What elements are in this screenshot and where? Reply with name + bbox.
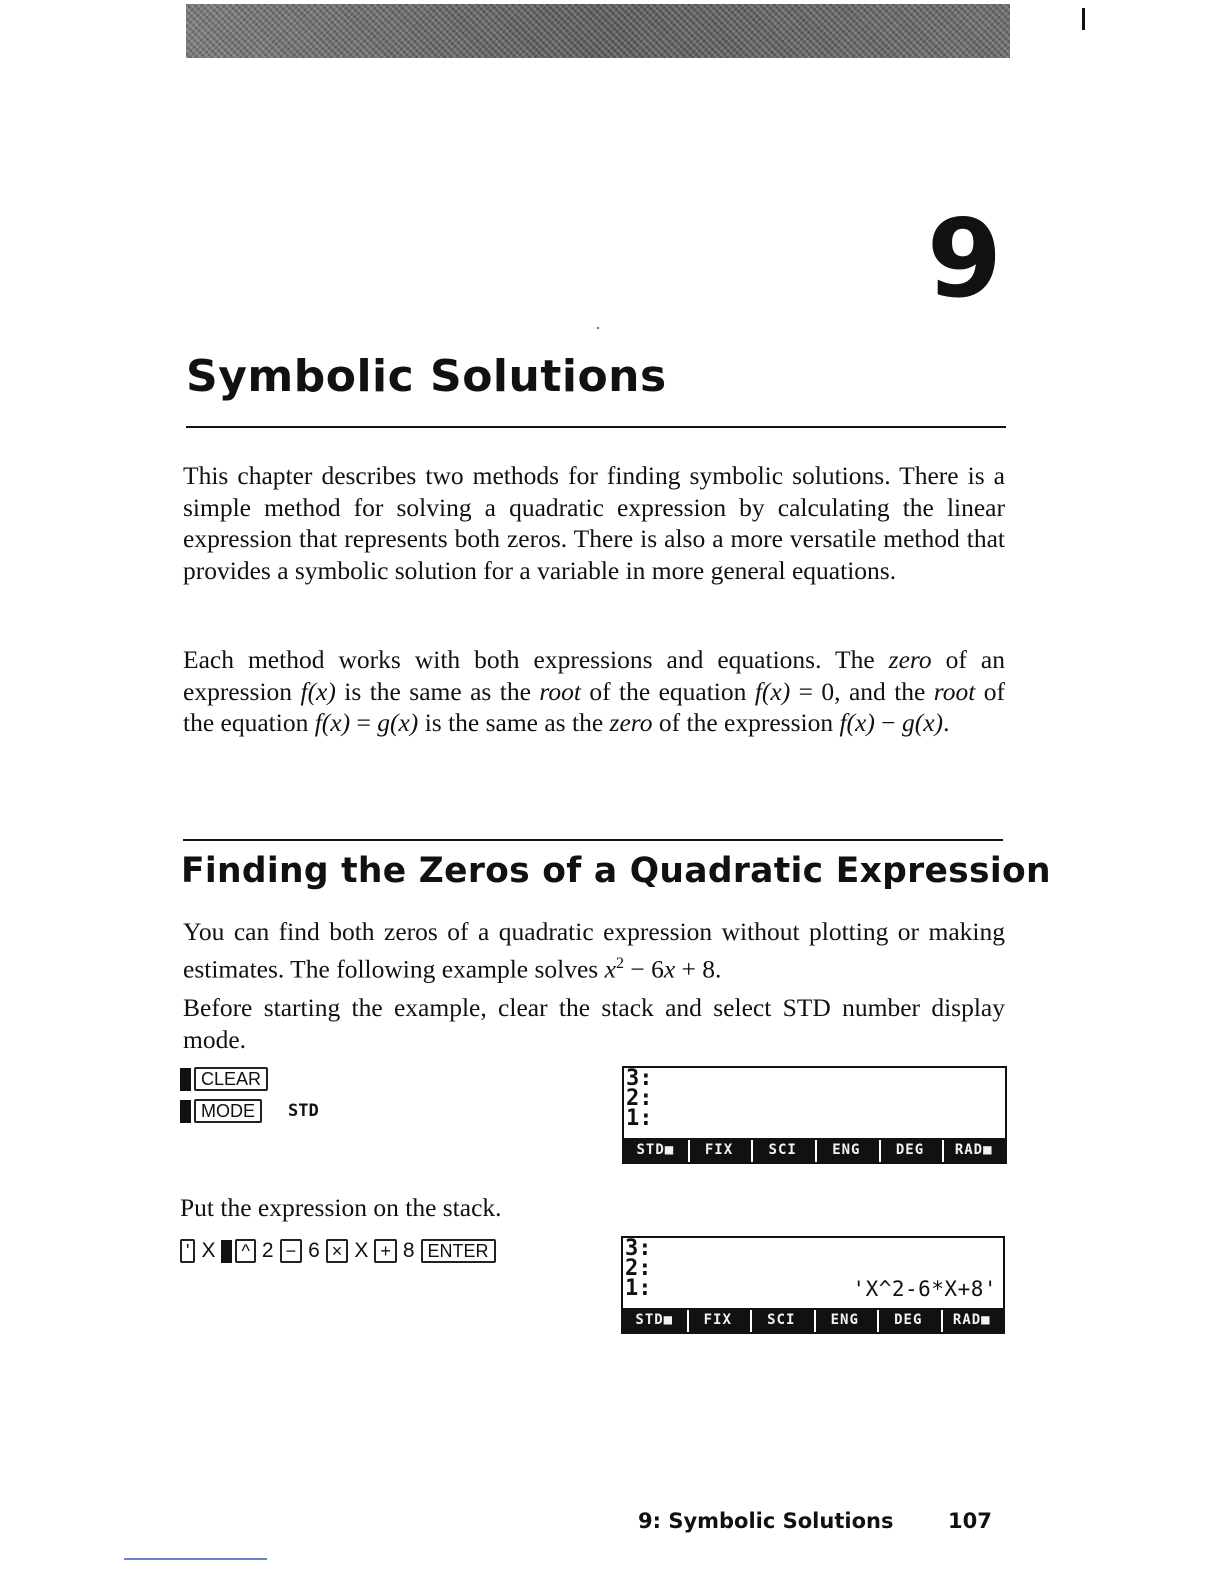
softkey-sci: SCI — [751, 1140, 812, 1162]
softkey-menu — [623, 1308, 1003, 1332]
math-fx: f(x) — [300, 676, 336, 706]
stack-level-3 — [625, 1238, 997, 1260]
calculator-display-1 — [622, 1066, 1007, 1164]
title-rule — [186, 426, 1006, 428]
term-root: root — [539, 676, 581, 706]
section-rule — [183, 839, 1003, 841]
softkey-menu — [624, 1138, 1005, 1162]
term-zero: zero — [609, 708, 653, 737]
math-x: x — [663, 954, 676, 983]
text-run: = 0, and the — [790, 676, 934, 706]
softkey-std: STD■ — [625, 1310, 684, 1332]
stack-level-3 — [626, 1068, 999, 1090]
chapter-title: Symbolic Solutions — [186, 351, 667, 402]
text-run: is the same as the — [335, 676, 540, 706]
keystroke-entry-line — [180, 1238, 496, 1264]
enter-key: ENTER — [421, 1239, 496, 1263]
mode-key: MODE — [194, 1099, 262, 1123]
softkey-rad: RAD■ — [941, 1310, 1002, 1332]
header-bar — [186, 4, 1010, 58]
char-x: X — [201, 1239, 216, 1262]
softkey-sci: SCI — [750, 1310, 811, 1332]
text-run: Each method works with both expressions and equations. The — [183, 645, 889, 674]
intro-paragraph-1: This chapter describes two methods for finding symbolic solutions. There is a simple method for solving a quadratic expression by calculating the linear expression that represents both zeros. There is also a more versatile method that provides a symbolic solution for a variable in more general equations. — [183, 461, 1005, 585]
text-run: You can find both zeros of a quadratic expression without plotting or making estimates. The following example solves — [183, 917, 1005, 983]
stack-level-2 — [626, 1088, 999, 1110]
softkey-rad: RAD■ — [942, 1140, 1003, 1162]
term-zero: zero — [888, 645, 932, 674]
stack-level-label: 2: — [625, 1256, 652, 1281]
put-expression-text: Put the expression on the stack. — [180, 1193, 502, 1222]
math-exponent: 2 — [615, 954, 624, 972]
left-shift-key-icon — [221, 1240, 232, 1263]
std-menu-key: STD — [288, 1101, 319, 1121]
minus-key: − — [280, 1239, 303, 1263]
softkey-std: STD■ — [626, 1140, 685, 1162]
stack-level-label: 3: — [625, 1236, 652, 1261]
text-run: − — [874, 708, 902, 737]
intro-paragraph-2 — [183, 644, 1005, 739]
calculator-display-2 — [621, 1236, 1005, 1334]
stack-level-label: 1: — [625, 1276, 652, 1301]
softkey-deg: DEG — [879, 1140, 940, 1162]
stack-level-label: 2: — [626, 1086, 653, 1111]
text-run: of an expression — [183, 645, 1005, 706]
text-run: of the expression — [652, 708, 840, 737]
stack-level-1-value: 'X^2-6*X+8' — [852, 1277, 997, 1301]
softkey-fix: FIX — [688, 1140, 749, 1162]
section-paragraph-1 — [183, 916, 1005, 985]
section-paragraph-2: Before starting the example, clear the stack and select STD number display mode. — [183, 993, 1005, 1054]
text-run: of the equation — [580, 676, 755, 706]
math-x: x — [604, 954, 616, 983]
stack-level-1 — [626, 1108, 999, 1130]
softkey-eng: ENG — [814, 1310, 875, 1332]
text-run: . — [943, 708, 950, 737]
stack-level-label: 3: — [626, 1066, 653, 1091]
section-heading: Finding the Zeros of a Quadratic Expression — [181, 851, 1051, 891]
plus-key: + — [374, 1239, 397, 1263]
bottom-link-line — [124, 1558, 267, 1560]
softkey-fix: FIX — [687, 1310, 748, 1332]
text-run: + 8. — [675, 954, 722, 983]
text-run: = — [350, 708, 378, 737]
term-root: root — [933, 676, 976, 706]
softkey-deg: DEG — [877, 1310, 938, 1332]
stray-dot — [597, 327, 599, 329]
keystroke-clear-line — [180, 1066, 268, 1092]
times-key: × — [326, 1239, 349, 1263]
keystroke-mode-line — [180, 1098, 319, 1124]
footer-page-number: 107 — [948, 1509, 992, 1533]
char-x: X — [354, 1239, 369, 1262]
char-6: 6 — [308, 1239, 320, 1262]
math-fx: f(x) — [314, 708, 351, 737]
math-fx: f(x) — [839, 708, 875, 737]
math-fx: f(x) — [754, 676, 791, 706]
char-2: 2 — [261, 1239, 274, 1262]
text-run: is the same as the — [418, 708, 610, 737]
stack-level-label: 1: — [626, 1106, 653, 1131]
footer-chapter-label: 9: Symbolic Solutions — [638, 1509, 894, 1533]
left-shift-key-icon — [180, 1068, 191, 1091]
text-run: − 6 — [623, 954, 664, 983]
softkey-eng: ENG — [815, 1140, 876, 1162]
chapter-number: 9 — [926, 197, 1002, 322]
stack-level-1 — [625, 1278, 997, 1300]
margin-mark — [1082, 8, 1085, 30]
text-run: of the equation — [183, 676, 1006, 737]
math-gx: g(x) — [902, 708, 944, 737]
left-shift-key-icon — [180, 1100, 191, 1123]
math-gx: g(x) — [377, 708, 419, 737]
clear-key: CLEAR — [194, 1067, 268, 1091]
char-8: 8 — [402, 1239, 415, 1262]
caret-key: ^ — [235, 1239, 255, 1263]
quote-key: ' — [180, 1239, 195, 1263]
